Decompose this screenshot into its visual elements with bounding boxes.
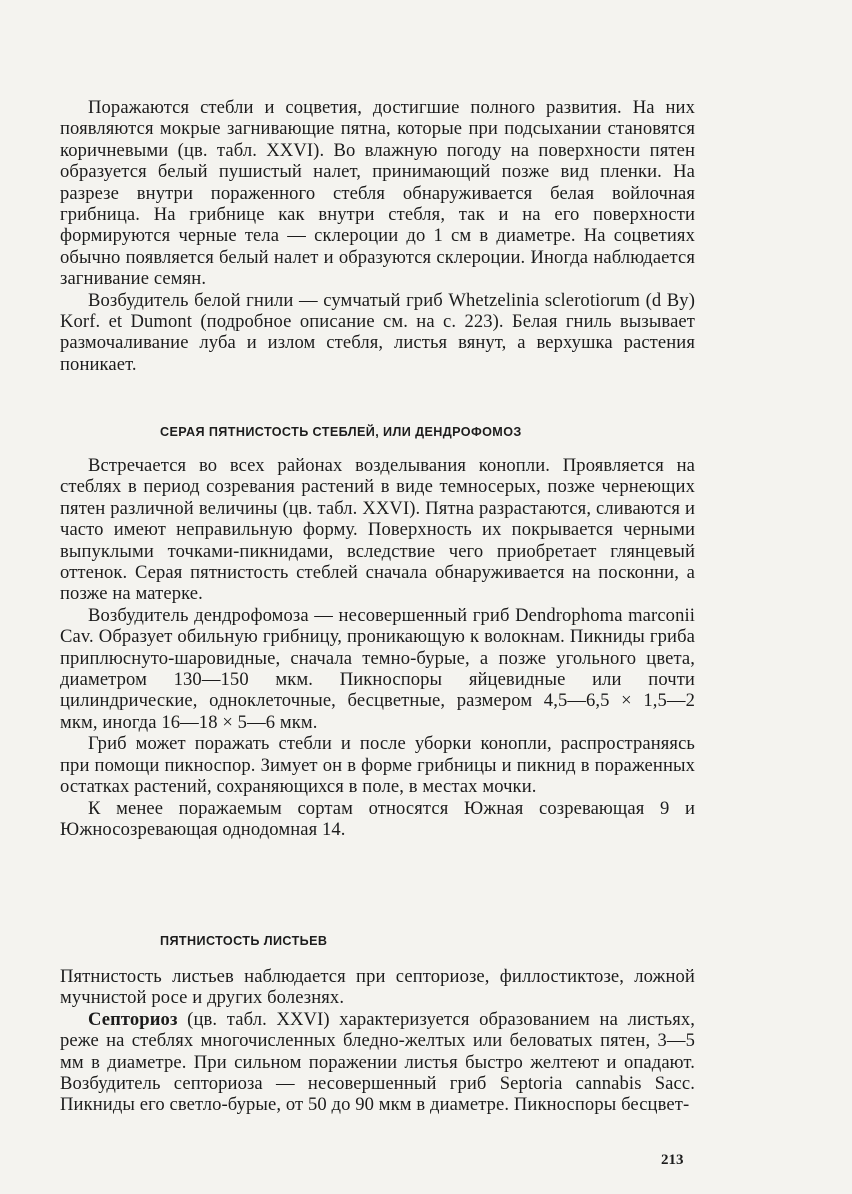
paragraph: Встречается во всех районах возделывания конопли. Проявляется на стеблях в период созревания растений в виде темносерых, позже чернеющих пятен различной величины (цв. табл. XXVI). Пятна разрастаются, сливаются и часто имеют неправильную форму. Поверхность их покрывается черными выпуклыми точками-пикнидами, вследствие чего приобретает глянцевый оттенок. Серая пятнистость стеблей сначала обнаруживается на посконни, а позже на матерке. xyxy=(60,455,695,605)
paragraph: Гриб может поражать стебли и после уборки конопли, распространяясь при помощи пикноспор. Зимует он в форме грибницы и пикнид в пораженных остатках растений, сохраняющихся в поле, в местах мочки. xyxy=(60,733,695,798)
page-number: 213 xyxy=(661,1152,684,1168)
paragraph: Пятнистость листьев наблюдается при септориозе, филлостиктозе, ложной мучнистой росе и других болезнях. xyxy=(60,966,695,1009)
paragraph: К менее поражаемым сортам относятся Южная созревающая 9 и Южносозревающая однодомная 14. xyxy=(60,797,695,840)
paragraph: Возбудитель белой гнили — сумчатый гриб Whetzelinia sclerotiorum (d By) Korf. et Dumont (подробное описание см. на с. 223). Белая гниль вызывает размочаливание луба и излом стебля, листья вянут, а верхушка растения поникает. xyxy=(60,289,695,375)
section-heading-leaf-spot: ПЯТНИСТОСТЬ ЛИСТЬЕВ xyxy=(160,934,328,948)
section-heading-dendrophomosis: СЕРАЯ ПЯТНИСТОСТЬ СТЕБЛЕЙ, ИЛИ ДЕНДРОФОМОЗ xyxy=(160,425,522,439)
paragraph: Возбудитель дендрофомоза — несовершенный гриб Dendrophoma marconii Cav. Образует обильную грибницу, проникающую к волокнам. Пикниды гриба приплюснуто-шаровидные, сначала темно-бурые, а позже угольного цвета, диаметром 130—150 мкм. Пикноспоры яйцевидные или почти цилиндрические, одноклеточные, бесцветные, размером 4,5—6,5 × 1,5—2 мкм, иногда 16—18 × 5—6 мкм. xyxy=(60,604,695,733)
term-description: (цв. табл. XXVI) характеризуется образованием на листьях, реже на стеблях многочисленных бледно-желтых или беловатых пятен, 3—5 мм в диаметре. При сильном поражении листья быстро желтеют и опадают. Возбудитель септориоза — несовершенный гриб Septoria cannabis Sacc. Пикниды его светло-бурые, от 50 до 90 мкм в диаметре. Пикноспоры бесцвет- xyxy=(60,1008,695,1116)
text-block-leaf-spot xyxy=(60,966,695,1116)
term-septoriosis: Септориоз xyxy=(88,1008,178,1030)
text-block-dendrophomosis xyxy=(60,455,695,840)
term-paragraph xyxy=(60,1009,695,1116)
paragraph: Поражаются стебли и соцветия, достигшие полного развития. На них появляются мокрые загнивающие пятна, которые при подсыхании становятся коричневыми (цв. табл. XXVI). Во влажную погоду на поверхности пятен образуется белый пушистый налет, принимающий позже вид пленки. На разрезе внутри пораженного стебля обнаруживается белая войлочная грибница. На грибнице как внутри стебля, так и на его поверхности формируются черные тела — склероции до 1 см в диаметре. На соцветиях обычно появляется белый налет и образуются склероции. Иногда наблюдается загнивание семян. xyxy=(60,97,695,290)
text-block-white-rot xyxy=(60,97,695,375)
